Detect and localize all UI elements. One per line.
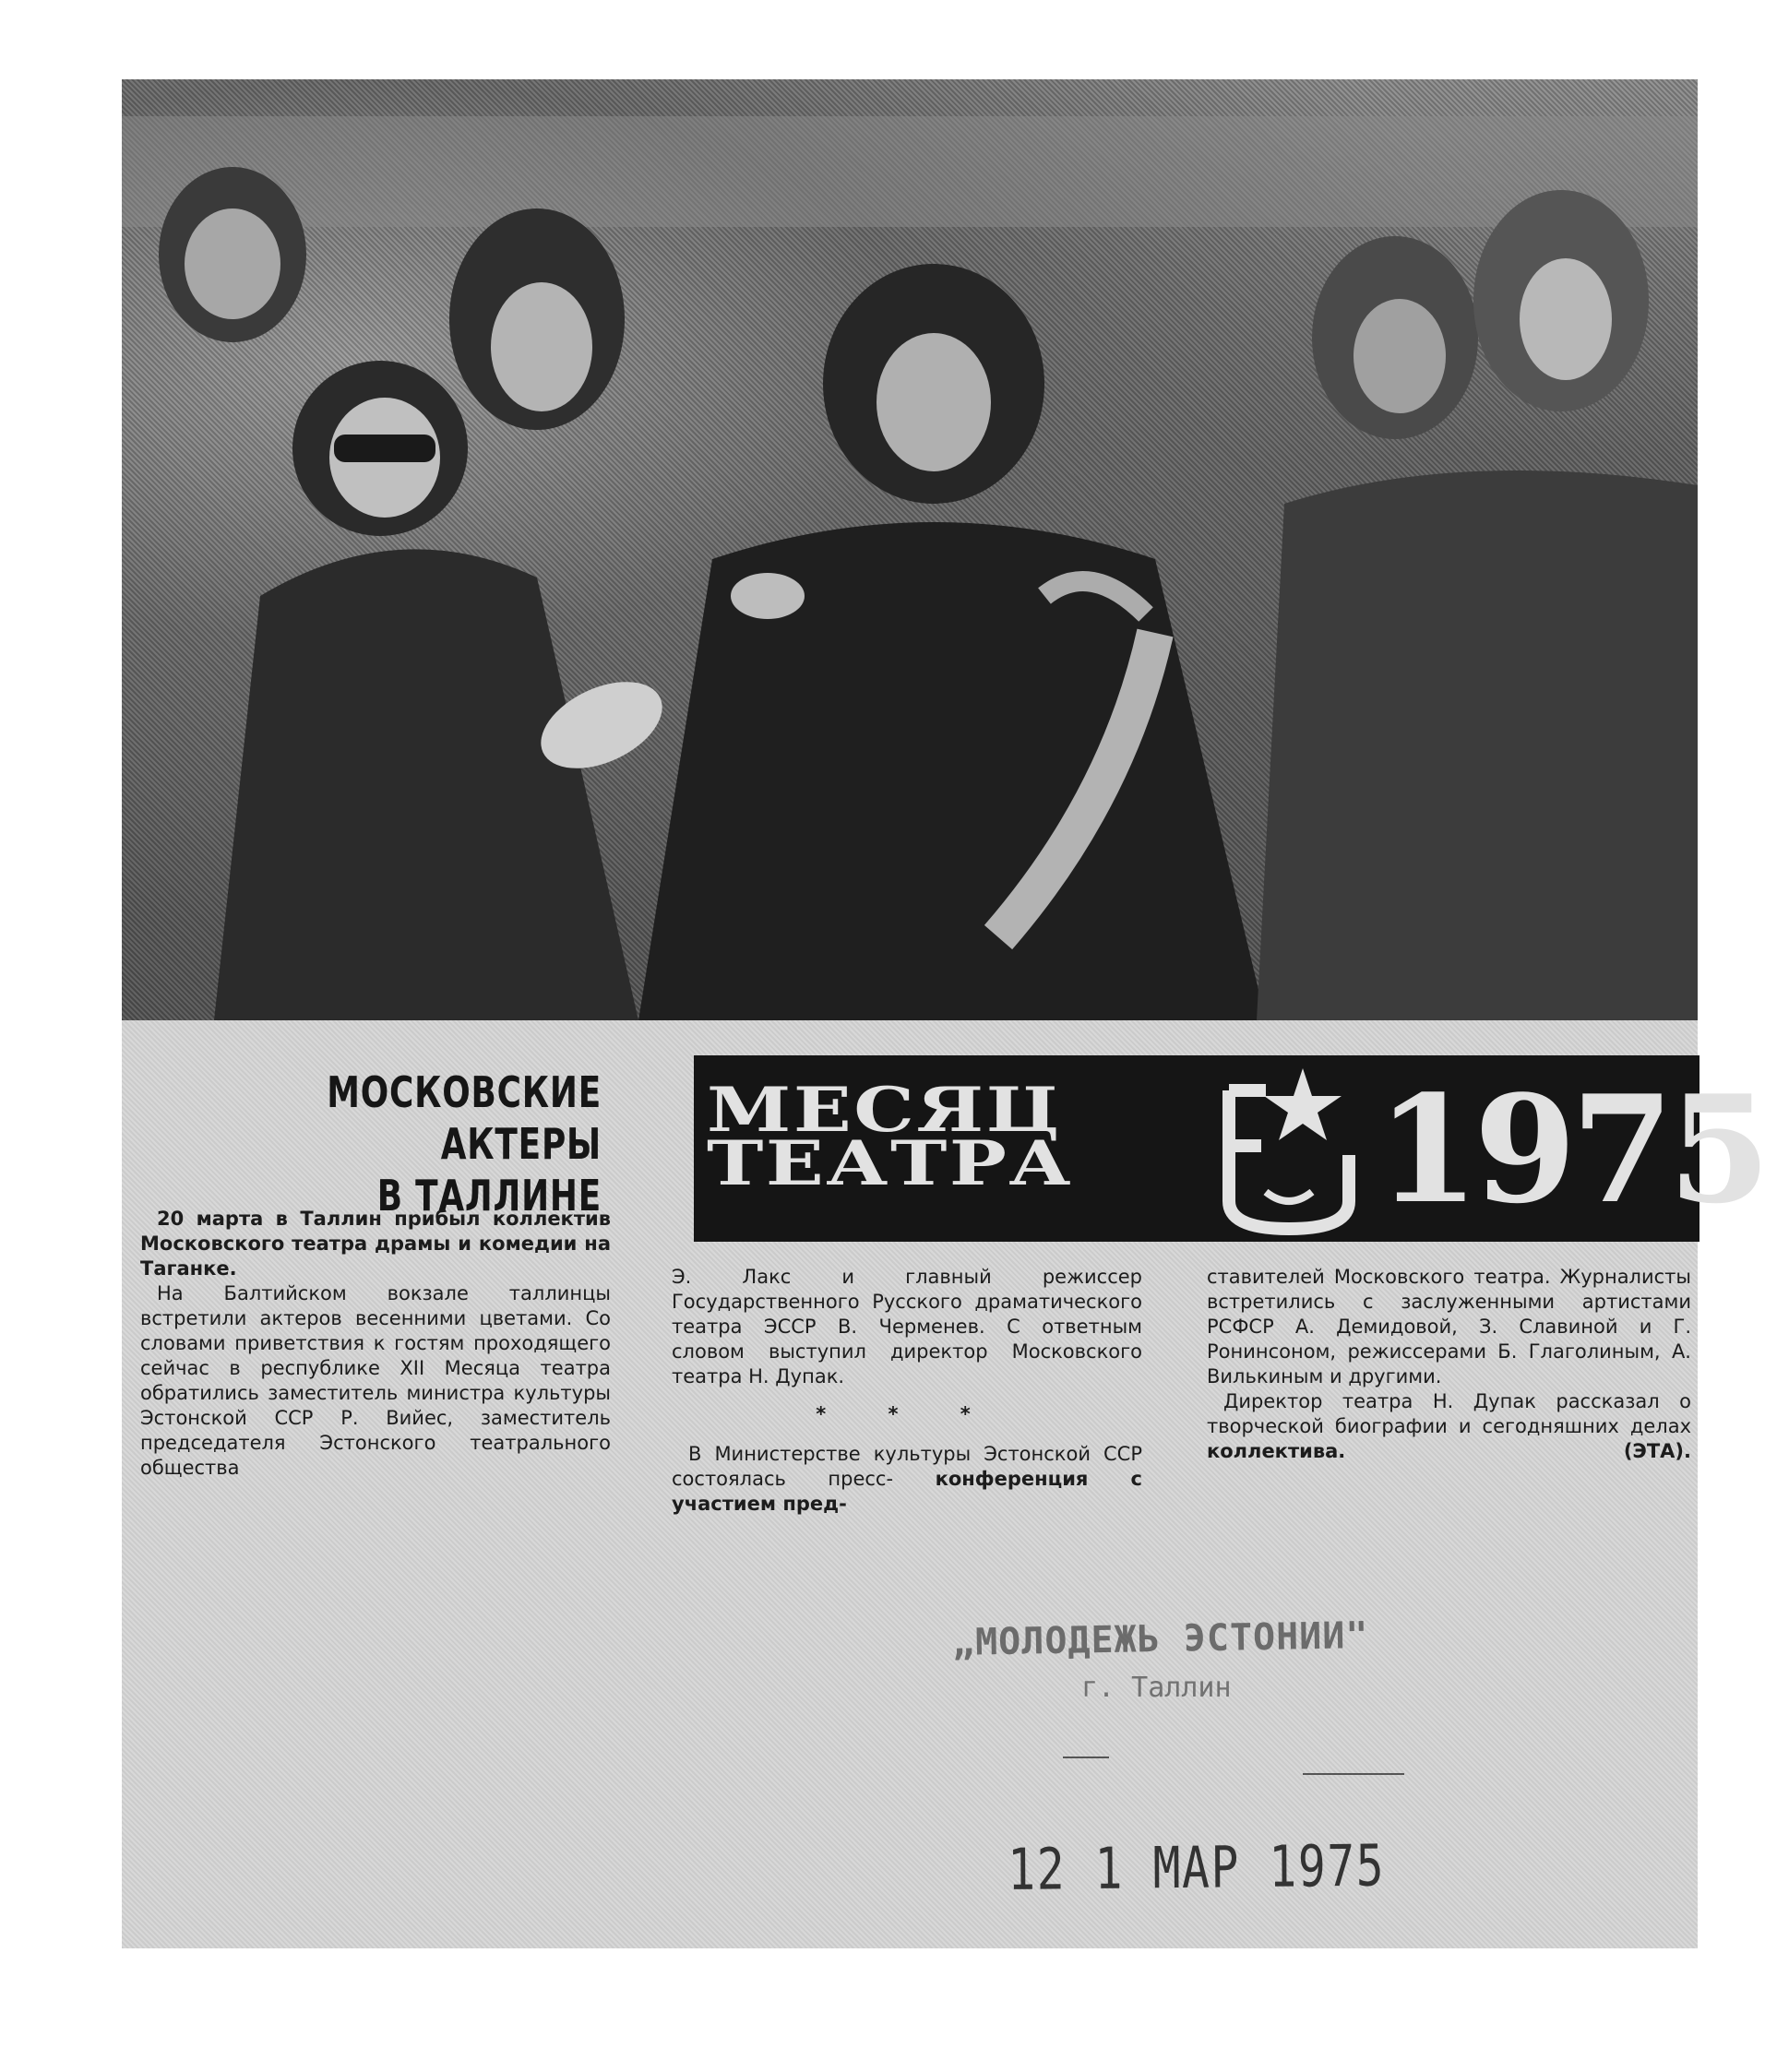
article-paragraph-4: ставителей Московского театра. Журналисты встретились с заслуженными артистами РСФСР А. Демидовой, З. Славиной и Г. Ронинсоном, режиссерами Б. Глаголиным, А. Вилькиным и другими.	[1207, 1266, 1691, 1387]
article-column-2	[672, 1265, 1142, 1517]
article-source: (ЭТА).	[1623, 1440, 1691, 1462]
article-paragraph-1: На Балтийском вокзале таллинцы встретили актеров весенними цветами. Со словами приветствия к гостям проходящего сейчас в республике XII Месяца театра обратились заместитель министра культуры Эстонской ССР Р. Вийес, заместитель председателя Эстонского театрального общества	[140, 1282, 611, 1479]
headline-line-2: В ТАЛЛИНЕ	[376, 1171, 602, 1221]
star-theatre-emblem-icon	[1210, 1063, 1367, 1234]
headline-line-1: МОСКОВСКИЕ АКТЕРЫ	[327, 1067, 602, 1169]
article-paragraph-5-text: Директор театра Н. Дупак рассказал о творческой биографии и сегодняшних делах	[1207, 1390, 1691, 1437]
stamp-line-1	[1063, 1756, 1109, 1758]
stamp-city: г. Таллин	[1081, 1672, 1232, 1704]
article-paragraph-3-bold: конференция с участием пред-	[672, 1468, 1142, 1515]
article-paragraph-3-text: В Министерстве культуры Эстонской ССР состоялась пресс-	[672, 1443, 1142, 1490]
banner-word-month: МЕСЯЦ	[707, 1074, 1062, 1146]
banner-year: 1975	[1377, 1063, 1765, 1236]
article-lead: 20 марта в Таллин прибыл коллектив Московского театра драмы и комедии на Таганке.	[140, 1208, 611, 1280]
article-paragraph-5	[1207, 1389, 1691, 1464]
section-separator: * * *	[816, 1403, 998, 1425]
newspaper-clipping	[122, 79, 1765, 1948]
stamp-line-2	[1303, 1773, 1404, 1775]
banner-word-theatre: ТЕАТРА	[707, 1127, 1074, 1199]
photo-illustration	[122, 79, 1698, 1020]
article-paragraph-3	[672, 1442, 1142, 1517]
article-paragraph-5-bold: коллектива.	[1207, 1440, 1346, 1462]
stamp-newspaper-name: „МОЛОДЕЖЬ ЭСТОНИИ"	[951, 1614, 1369, 1664]
article-headline	[242, 1066, 602, 1221]
banner-words	[707, 1074, 1187, 1212]
article-column-3	[1207, 1265, 1691, 1464]
stamp-date: 12 1 МАР 1975	[1008, 1831, 1386, 1903]
archive-stamp	[934, 1614, 1635, 1950]
theatre-month-banner	[694, 1055, 1765, 1242]
article-paragraph-2: Э. Лакс и главный режиссер Государственного Русского драматического театра ЭССР В. Черменев. С ответным словом выступил директор Московского театра Н. Дупак.	[672, 1266, 1142, 1387]
photograph-actors-with-flowers	[122, 79, 1698, 1020]
article-column-1	[140, 1207, 611, 1481]
